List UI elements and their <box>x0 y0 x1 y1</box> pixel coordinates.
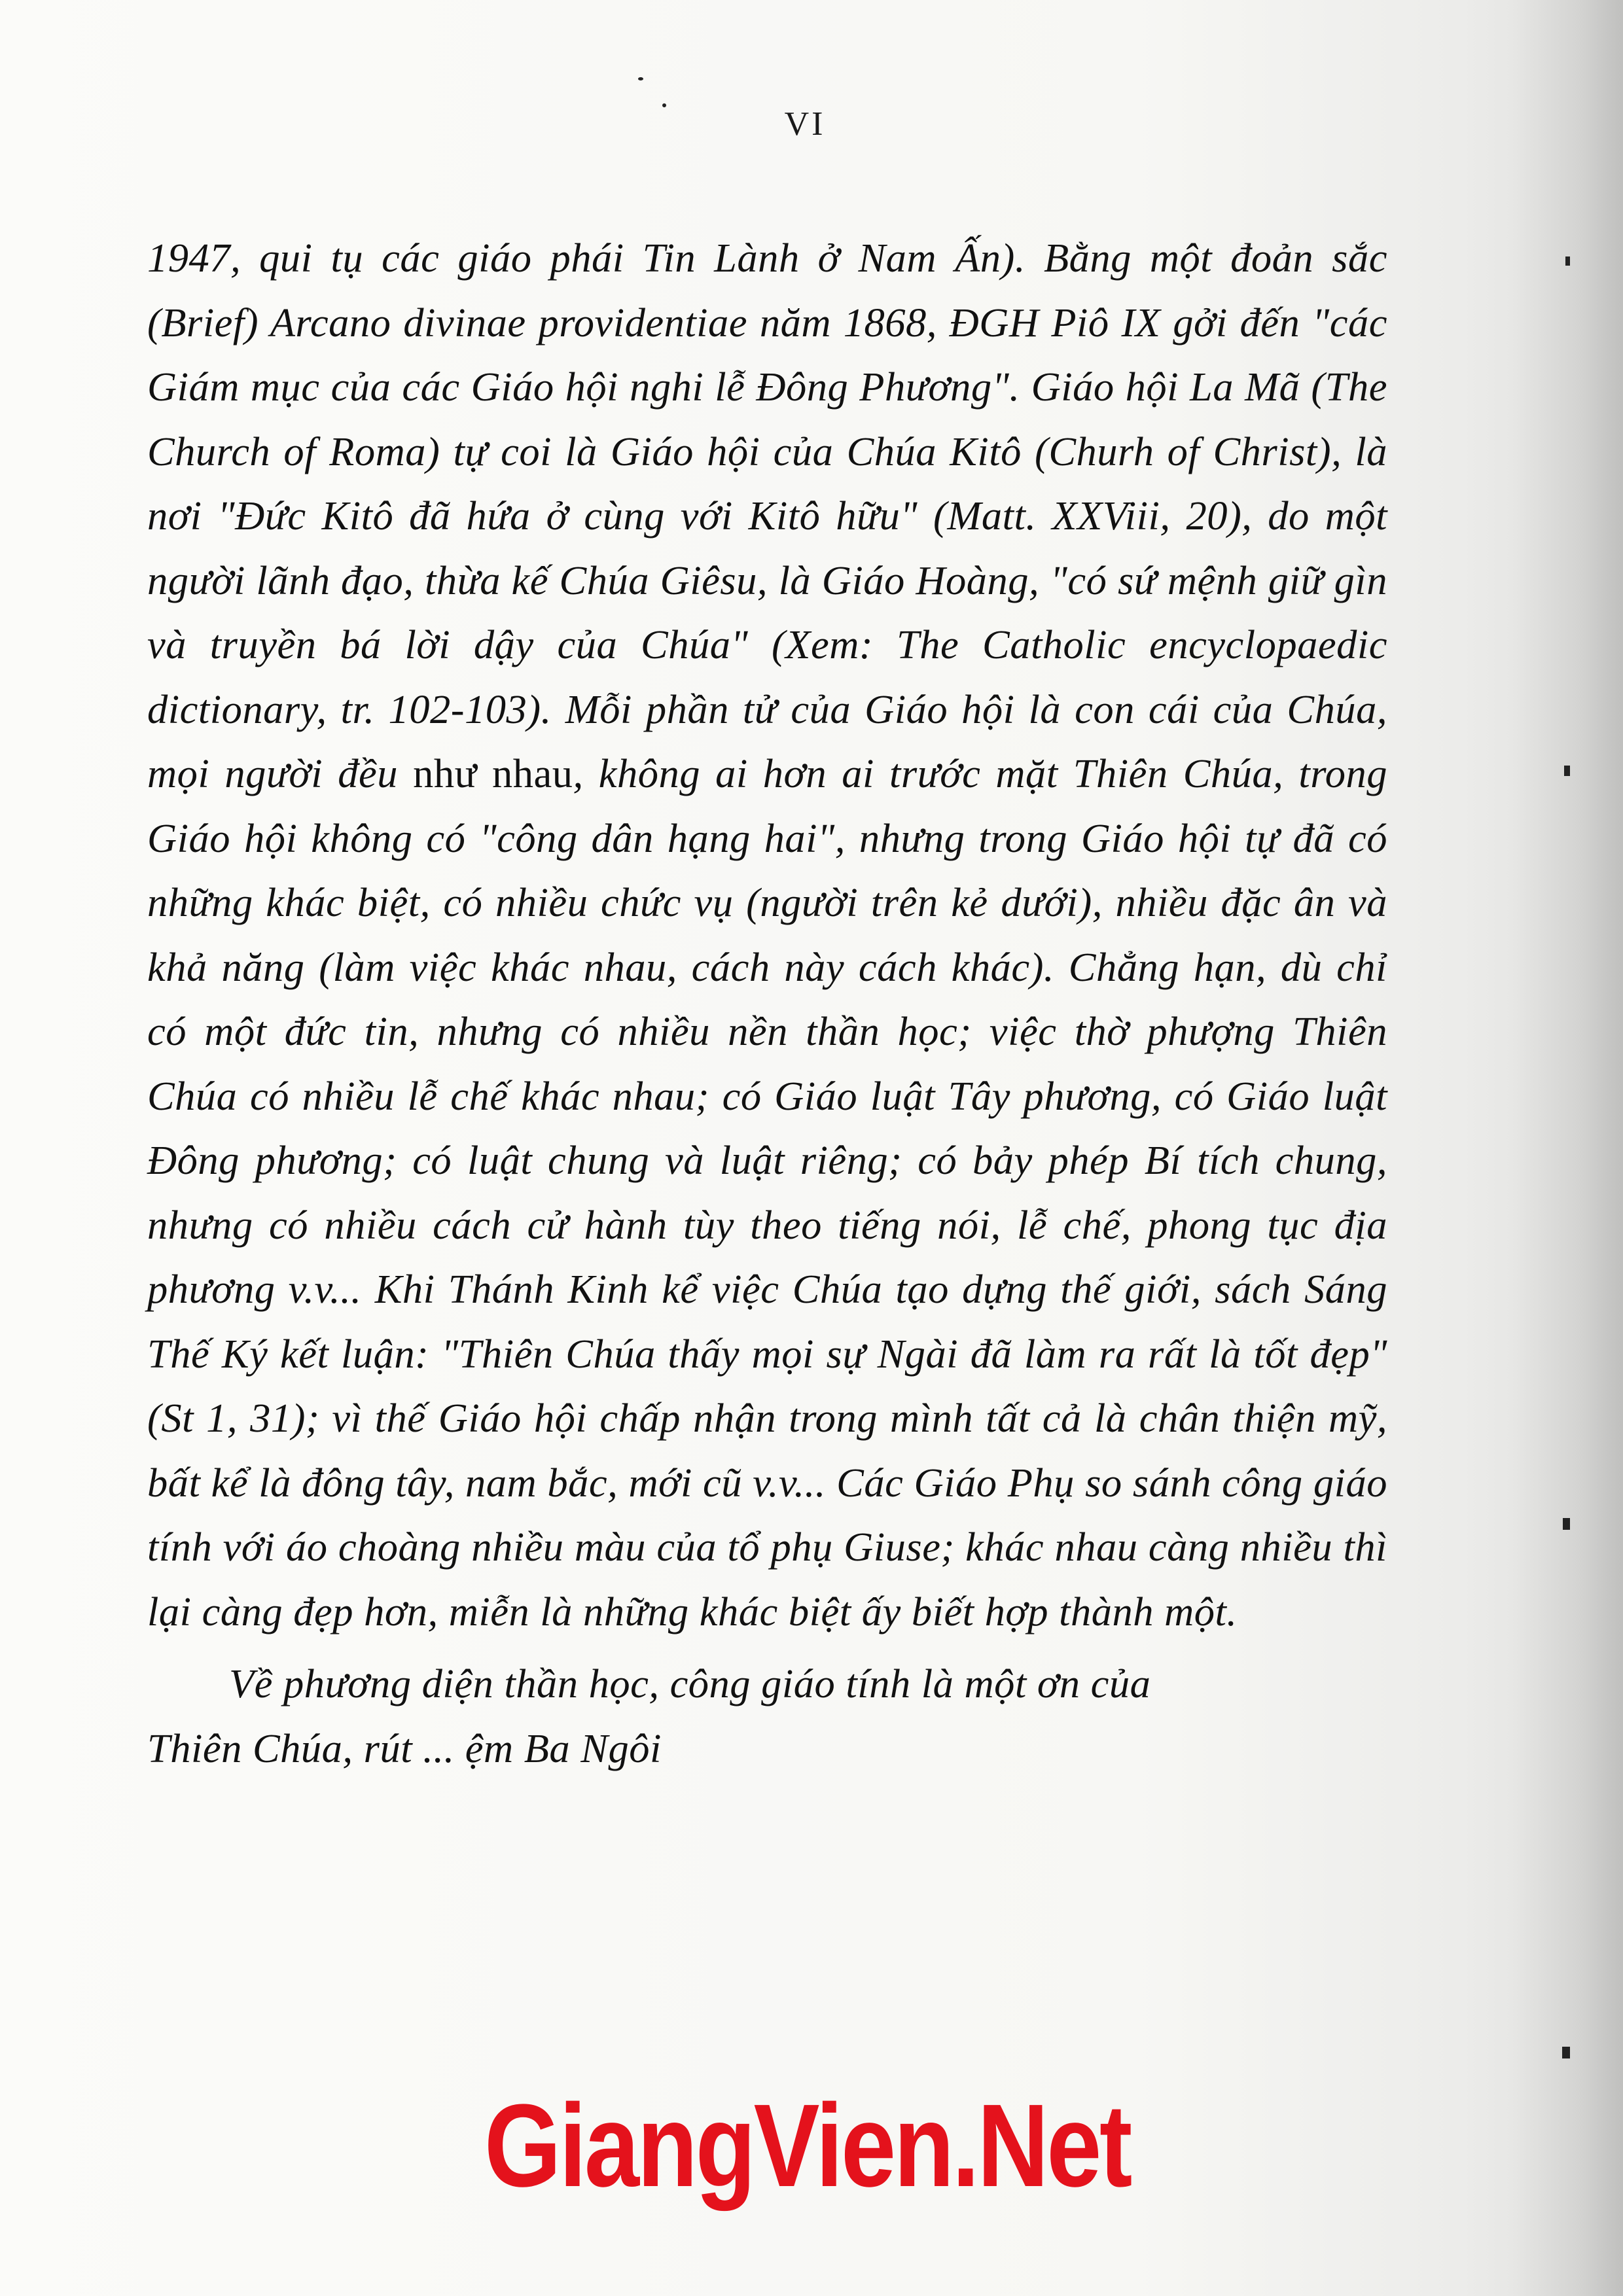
paragraph-1-text-start: 1947, qui tụ các giáo phái Tin Lành ở Nam Ấn). Bằng một đoản sắc (Brief) Arcano divinae providentiae năm 1868, ĐGH Piô IX gởi đến "các Giám mục của các Giáo hội nghi lễ Đông Phương". Giáo hội La Mã (The Church of Roma) tự coi là Giáo hội của Chúa Kitô (Churh of Christ), là nơi "Đức Kitô đã hứa ở cùng với Kitô hữu" (Matt. XXViii, 20), do một người lãnh đạo, thừa kế Chúa Giêsu, là Giáo Hoàng, "có sứ mệnh giữ gìn và truyền bá lời dậy của Chúa" (Xem: The Catholic encyclopaedic dictionary, tr. 102-103). Mỗi phần tử của Giáo hội là con cái của Chúa, mọi người đều <box>147 235 1387 796</box>
paragraph-2 <box>147 1651 1387 1780</box>
paragraph-1-text-end: , không ai hơn ai trước mặt Thiên Chúa, trong Giáo hội không có "công dân hạng hai", nhưng trong Giáo hội tự đã có những khác biệt, có nhiều chức vụ (người trên kẻ dưới), nhiều đặc ân và khả năng (làm việc khác nhau, cách này cách khác). Chẳng hạn, dù chỉ có một đức tin, nhưng có nhiều nền thần học; việc thờ phượng Thiên Chúa có nhiều lễ chế khác nhau; có Giáo luật Tây phương, có Giáo luật Đông phương; có luật chung và luật riêng; có bảy phép Bí tích chung, nhưng có nhiều cách cử hành tùy theo tiếng nói, lễ chế, phong tục địa phương v.v... Khi Thánh Kinh kể việc Chúa tạo dựng thế giới, sách Sáng Thế Ký kết luận: "Thiên Chúa thấy mọi sự Ngài đã làm ra rất là tốt đẹp" (St 1, 31); vì thế Giáo hội chấp nhận trong mình tất cả là chân thiện mỹ, bất kể là đông tây, nam bắc, mới cũ v.v... Các Giáo Phụ so sánh công giáo tính với áo choàng nhiều màu của tổ phụ Giuse; khác nhau càng nhiều thì lại càng đẹp hơn, miễn là những khác biệt ấy biết hợp thành một. <box>147 751 1387 1634</box>
margin-mark <box>1562 2047 1570 2058</box>
paragraph-1-upright-text: như nhau <box>413 751 573 796</box>
page-edge-shadow <box>1512 0 1623 2296</box>
margin-mark <box>1564 766 1570 776</box>
margin-mark <box>1563 1518 1570 1530</box>
paragraph-1 <box>147 226 1387 1644</box>
paragraph-2-line-2: Thiên Chúa, rút ... ệm Ba Ngôi <box>147 1725 662 1771</box>
body-text <box>147 226 1387 1780</box>
paragraph-2-line-1: Về phương diện thần học, công giáo tính là một ơn của <box>229 1661 1151 1706</box>
page-number: VI <box>784 105 826 143</box>
scan-speck <box>638 77 643 80</box>
margin-mark <box>1565 256 1570 266</box>
scan-speck <box>662 103 666 107</box>
watermark-logo: GiangVien.Net <box>484 2080 1130 2212</box>
